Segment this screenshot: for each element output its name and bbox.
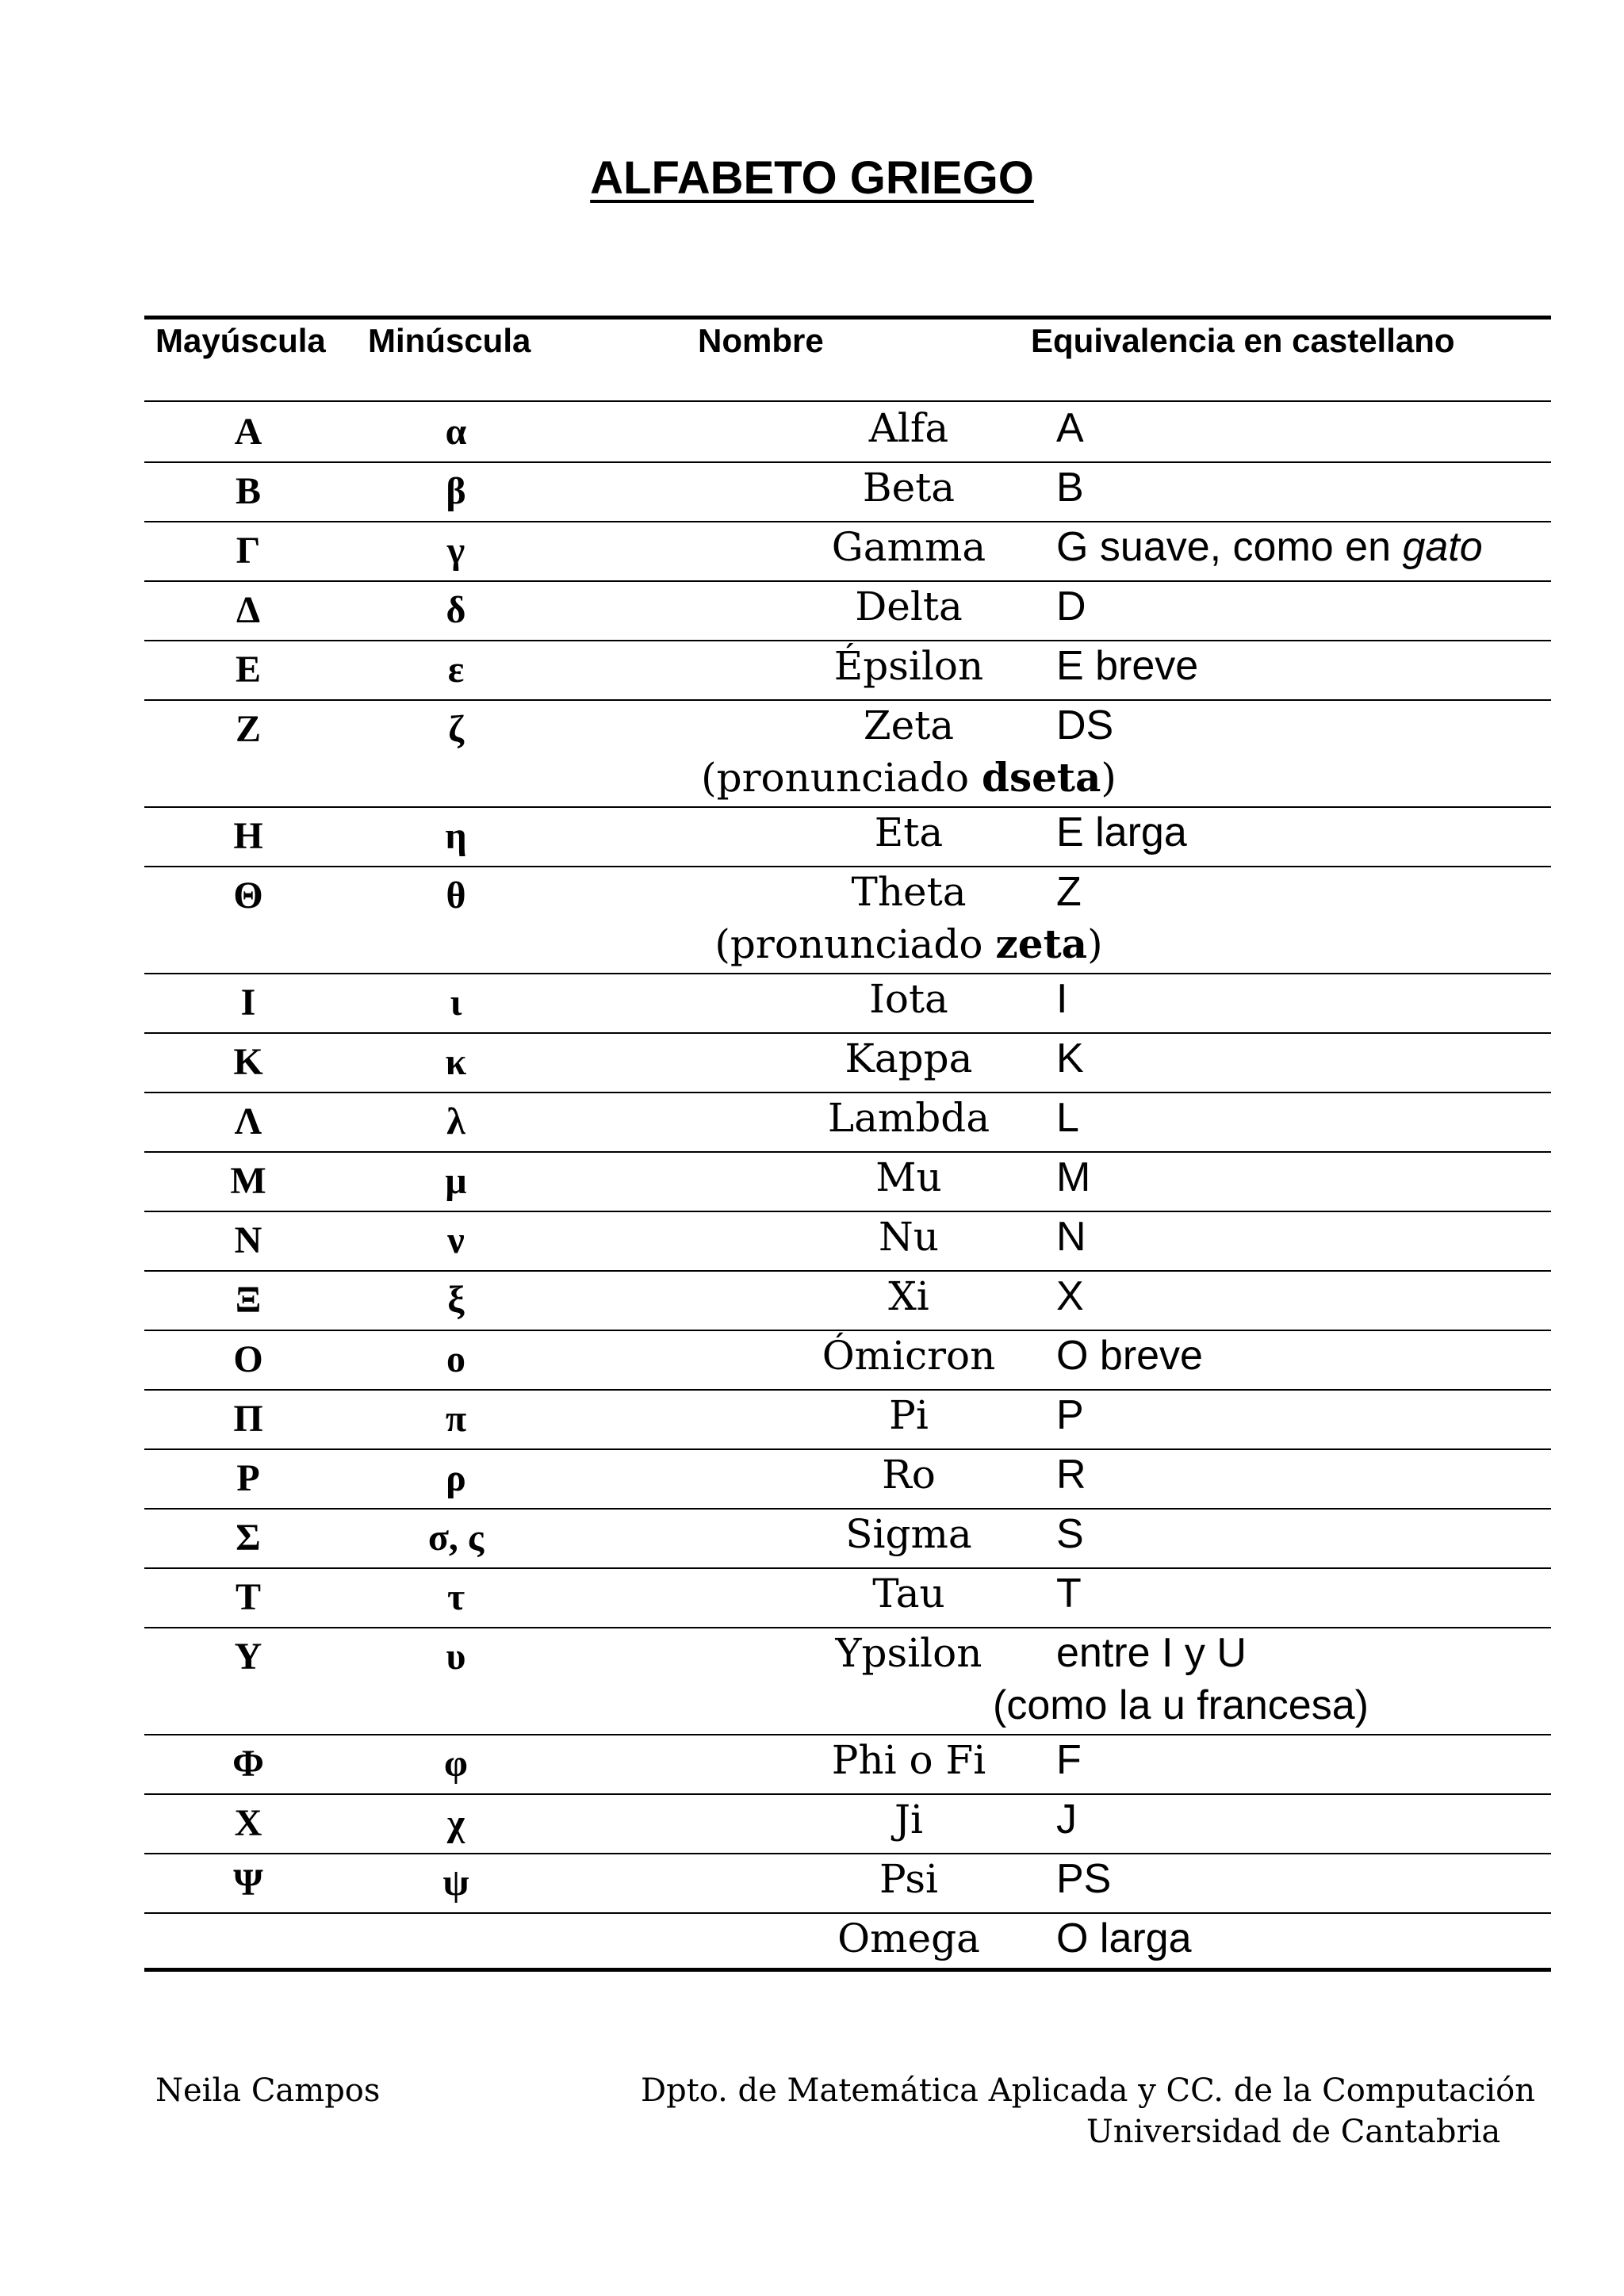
table-row xyxy=(144,1793,1551,1854)
header-name: Nombre xyxy=(698,322,824,359)
letter-name-text: Kappa xyxy=(845,1035,973,1081)
table-row xyxy=(144,402,1551,463)
lowercase-letter: ψ xyxy=(442,1862,469,1904)
uppercase-letter: Α xyxy=(234,411,262,453)
letter-name-text: Xi xyxy=(888,1273,929,1319)
spanish-equivalent xyxy=(1056,1389,1084,1441)
equivalent-text: F xyxy=(1056,1737,1082,1783)
table-row xyxy=(144,640,1551,701)
spanish-equivalent xyxy=(1056,806,1187,859)
table-row xyxy=(144,1151,1551,1212)
letter-name-text: Épsilon xyxy=(833,643,984,689)
letter-name xyxy=(560,1734,1258,1786)
equivalent-text: Z xyxy=(1056,869,1082,915)
table-row xyxy=(144,1092,1551,1153)
page-title xyxy=(0,151,1624,206)
table-row xyxy=(144,1912,1551,1972)
table-row xyxy=(144,1627,1551,1735)
spanish-equivalent xyxy=(1056,1092,1079,1144)
letter-name xyxy=(560,699,1258,804)
letter-name xyxy=(560,1567,1258,1620)
spanish-equivalent xyxy=(1056,866,1082,918)
spanish-equivalent xyxy=(1056,640,1198,692)
table-row xyxy=(144,1508,1551,1569)
uppercase-letter: Ξ xyxy=(235,1279,262,1321)
equivalent-text: E breve xyxy=(1056,643,1199,689)
spanish-equivalent xyxy=(1056,580,1086,633)
footer-author: Neila Campos xyxy=(155,2072,381,2109)
header-lowercase: Minúscula xyxy=(368,322,531,359)
lowercase-letter: λ xyxy=(446,1100,465,1142)
lowercase-letter: υ xyxy=(446,1636,466,1678)
letter-name-text: Phi o Fi xyxy=(831,1737,986,1783)
table-row xyxy=(144,1734,1551,1795)
letter-name xyxy=(560,1092,1258,1144)
letter-name xyxy=(560,1211,1258,1263)
uppercase-letter: Λ xyxy=(234,1100,262,1142)
letter-name-text: Ypsilon xyxy=(835,1630,982,1676)
pronunciation-suffix: ) xyxy=(1101,755,1116,801)
equivalent-text: entre I y U xyxy=(1056,1630,1247,1676)
table-row xyxy=(144,580,1551,641)
uppercase-letter: Π xyxy=(233,1398,263,1440)
equivalent-text: T xyxy=(1056,1571,1082,1617)
table-row xyxy=(144,1448,1551,1510)
spanish-equivalent xyxy=(1056,1912,1192,1965)
uppercase-letter: Ρ xyxy=(236,1457,260,1499)
uppercase-letter: Κ xyxy=(233,1041,263,1083)
spanish-equivalent xyxy=(1056,973,1067,1025)
table-row xyxy=(144,521,1551,582)
uppercase-letter: Ψ xyxy=(233,1862,263,1904)
spanish-equivalent xyxy=(1056,521,1483,573)
spanish-equivalent xyxy=(1056,461,1084,514)
lowercase-letter: χ xyxy=(446,1802,465,1844)
lowercase-letter: β xyxy=(446,470,466,512)
equivalent-text: L xyxy=(1056,1095,1079,1141)
uppercase-letter: Σ xyxy=(236,1517,261,1559)
spanish-equivalent xyxy=(1056,1211,1086,1263)
pronunciation-prefix: (pronunciado xyxy=(714,921,996,967)
letter-name xyxy=(560,1853,1258,1905)
letter-name-text: Nu xyxy=(879,1214,939,1260)
letter-name-text: Beta xyxy=(862,465,956,511)
letter-name xyxy=(560,973,1258,1025)
table-row xyxy=(144,1211,1551,1272)
uppercase-letter: Η xyxy=(233,815,263,857)
table-row xyxy=(144,1389,1551,1450)
table-row xyxy=(144,1032,1551,1093)
lowercase-letter: ε xyxy=(447,649,465,691)
table-row xyxy=(144,699,1551,808)
spanish-equivalent xyxy=(1056,1330,1203,1382)
lowercase-letter: ζ xyxy=(448,708,464,750)
equivalent-text: S xyxy=(1056,1511,1084,1557)
letter-name-text: Gamma xyxy=(831,524,986,570)
spanish-equivalent xyxy=(1056,1567,1082,1620)
pronunciation-note xyxy=(560,752,1258,804)
uppercase-letter: Θ xyxy=(233,874,263,916)
equivalent-text: M xyxy=(1056,1154,1091,1200)
letter-name xyxy=(560,1793,1258,1846)
uppercase-letter: Τ xyxy=(235,1576,261,1618)
letter-name xyxy=(560,866,1258,970)
table-row xyxy=(144,461,1551,522)
equivalent-text: DS xyxy=(1056,702,1114,748)
letter-name xyxy=(560,1151,1258,1203)
pronunciation-word: dseta xyxy=(982,754,1101,801)
footer-department: Dpto. de Matemática Aplicada y CC. de la Computación xyxy=(641,2072,1536,2109)
table-row xyxy=(144,1567,1551,1628)
letter-name-text: Eta xyxy=(874,809,944,855)
lowercase-letter: θ xyxy=(446,874,466,916)
equivalent-text: O breve xyxy=(1056,1333,1203,1379)
equivalent-text: P xyxy=(1056,1392,1084,1438)
lowercase-letter: γ xyxy=(446,530,465,572)
equivalent-text: B xyxy=(1056,465,1084,511)
uppercase-letter: Ο xyxy=(233,1338,263,1380)
letter-name xyxy=(560,402,1258,454)
uppercase-letter: Ν xyxy=(234,1219,262,1261)
letter-name-text: Ómicron xyxy=(822,1333,996,1379)
lowercase-letter: κ xyxy=(445,1041,467,1083)
letter-name-text: Alfa xyxy=(868,405,949,451)
letter-name-text: Iota xyxy=(869,976,948,1022)
title-text: ALFABETO GRIEGO xyxy=(590,152,1034,204)
letter-name xyxy=(560,580,1258,633)
equivalent-text: X xyxy=(1056,1273,1084,1319)
table-row xyxy=(144,866,1551,974)
lowercase-letter: δ xyxy=(446,589,466,631)
equivalent-text: E larga xyxy=(1056,809,1187,855)
letter-name-text: Delta xyxy=(855,584,963,629)
lowercase-letter: ν xyxy=(447,1219,465,1261)
table-row xyxy=(144,806,1551,867)
uppercase-letter: Γ xyxy=(236,530,261,572)
table-row xyxy=(144,1853,1551,1914)
letter-name-text: Ro xyxy=(882,1452,936,1498)
uppercase-letter: Χ xyxy=(234,1802,262,1844)
lowercase-letter: μ xyxy=(445,1160,467,1202)
header-uppercase: Mayúscula xyxy=(155,322,326,359)
letter-name-text: Ji xyxy=(894,1797,924,1843)
equivalent-text: A xyxy=(1056,405,1084,451)
spanish-equivalent xyxy=(1056,1734,1082,1786)
lowercase-letter: ο xyxy=(446,1338,465,1380)
spanish-equivalent xyxy=(1056,1151,1090,1203)
spanish-equivalent xyxy=(1056,699,1113,752)
lowercase-letter: ξ xyxy=(447,1279,465,1321)
spanish-equivalent xyxy=(1056,1448,1086,1501)
letter-name-text: Pi xyxy=(889,1392,929,1438)
letter-name xyxy=(560,461,1258,514)
spanish-equivalent xyxy=(993,1627,1369,1732)
lowercase-letter: ι xyxy=(450,982,462,1024)
footer-university: Universidad de Cantabria xyxy=(1086,2114,1501,2150)
uppercase-letter: Ε xyxy=(235,649,261,691)
letter-name-text: Tau xyxy=(872,1571,945,1617)
uppercase-letter: Β xyxy=(235,470,261,512)
pronunciation-suffix: ) xyxy=(1087,921,1103,967)
letter-name-text: Mu xyxy=(875,1154,942,1200)
uppercase-letter: Υ xyxy=(234,1636,262,1678)
pronunciation-note xyxy=(560,918,1258,970)
lowercase-letter: α xyxy=(445,411,467,453)
header-equivalence: Equivalencia en castellano xyxy=(1031,322,1455,359)
letter-name-text: Lambda xyxy=(827,1095,990,1141)
spanish-equivalent xyxy=(1056,1853,1111,1905)
equivalent-text: G suave, como en xyxy=(1056,524,1391,570)
letter-name-text: Zeta xyxy=(863,702,955,748)
equivalent-text: J xyxy=(1056,1797,1077,1843)
table-row xyxy=(144,1270,1551,1331)
uppercase-letter: Μ xyxy=(230,1160,266,1202)
spanish-equivalent xyxy=(1056,402,1084,454)
equivalent-text: D xyxy=(1056,584,1086,629)
lowercase-letter: ρ xyxy=(446,1457,466,1499)
letter-name-text: Psi xyxy=(879,1856,938,1902)
spanish-equivalent xyxy=(1056,1032,1084,1085)
pronunciation-prefix: (pronunciado xyxy=(701,755,982,801)
letter-name-text: Sigma xyxy=(845,1511,972,1557)
lowercase-letter: π xyxy=(445,1398,467,1440)
letter-name-text: Theta xyxy=(851,869,967,915)
uppercase-letter: Φ xyxy=(232,1743,264,1785)
spanish-equivalent xyxy=(1056,1270,1084,1322)
letter-name-text: Omega xyxy=(837,1915,980,1961)
equivalent-text: R xyxy=(1056,1452,1086,1498)
spanish-equivalent xyxy=(1056,1508,1084,1560)
letter-name xyxy=(560,1270,1258,1322)
table-bottom-rule xyxy=(144,1968,1551,1972)
lowercase-letter: η xyxy=(445,815,467,857)
lowercase-letter: φ xyxy=(444,1743,468,1785)
equivalent-text: O larga xyxy=(1056,1915,1192,1961)
lowercase-letter: τ xyxy=(446,1576,465,1618)
letter-name xyxy=(560,1032,1258,1085)
equivalent-text: PS xyxy=(1056,1856,1112,1902)
equivalent-text: I xyxy=(1056,976,1068,1022)
uppercase-letter: Ζ xyxy=(235,708,261,750)
uppercase-letter: Δ xyxy=(236,589,261,631)
equivalent-text: K xyxy=(1056,1035,1084,1081)
equivalent-example: gato xyxy=(1402,524,1483,570)
spanish-equivalent xyxy=(1056,1793,1077,1846)
table-row xyxy=(144,973,1551,1034)
letter-name xyxy=(560,1389,1258,1441)
letter-name xyxy=(560,1508,1258,1560)
pronunciation-word: zeta xyxy=(995,920,1088,967)
lowercase-letter: σ, ς xyxy=(427,1517,485,1559)
equivalent-note: (como la u francesa) xyxy=(993,1682,1369,1728)
uppercase-letter: Ι xyxy=(240,982,256,1024)
letter-name xyxy=(560,1448,1258,1501)
table-row xyxy=(144,1330,1551,1391)
equivalent-text: N xyxy=(1056,1214,1086,1260)
